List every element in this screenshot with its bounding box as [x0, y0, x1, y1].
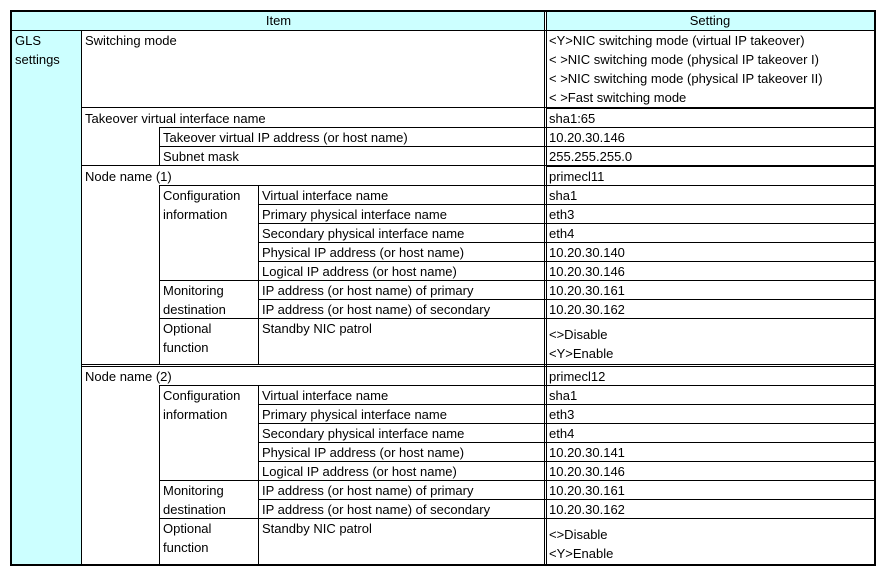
physical-ip-label: Physical IP address (or host name)	[262, 445, 465, 460]
secondary-interface-label: Secondary physical interface name	[262, 226, 465, 241]
virtual-interface-name-label: Virtual interface name	[262, 188, 389, 203]
physical-ip-value: 10.20.30.140	[549, 245, 625, 260]
optional-function-label: Optional function	[163, 321, 212, 355]
gls-settings-sheet	[10, 10, 876, 566]
primary-interface-label: Primary physical interface name	[262, 407, 447, 422]
grid-line	[82, 366, 874, 367]
grid-line	[544, 12, 545, 564]
grid-line	[259, 442, 874, 443]
configuration-information-label: Configuration information	[163, 388, 241, 422]
monitor-primary-label: IP address (or host name) of primary	[262, 283, 474, 298]
grid-line	[259, 461, 874, 462]
secondary-interface-value: eth4	[549, 226, 575, 241]
grid-line	[159, 185, 160, 364]
physical-ip-label: Physical IP address (or host name)	[262, 245, 465, 260]
grid-line	[159, 385, 160, 564]
grid-line	[258, 385, 259, 564]
monitor-primary-value: 10.20.30.161	[549, 483, 625, 498]
grid-line	[259, 242, 874, 243]
header-setting: Setting	[546, 12, 874, 30]
switching-option: <Y>NIC switching mode (virtual IP takeover)	[549, 33, 805, 48]
grid-line	[160, 185, 874, 186]
header-item: Item	[12, 12, 545, 30]
virtual-interface-name-value: sha1	[549, 188, 578, 203]
grid-line	[160, 146, 874, 147]
monitor-secondary-value: 10.20.30.162	[549, 502, 625, 517]
logical-ip-value: 10.20.30.146	[549, 264, 625, 279]
switching-option: < >NIC switching mode (physical IP takeover II)	[549, 71, 823, 86]
monitoring-destination-label: Monitoring destination	[163, 483, 226, 517]
takeover-interface-label: Takeover virtual interface name	[85, 111, 266, 126]
primary-interface-value: eth3	[549, 407, 575, 422]
grid-line	[546, 12, 547, 564]
grid-line	[259, 499, 874, 500]
grid-line	[546, 108, 874, 109]
logical-ip-label: Logical IP address (or host name)	[262, 264, 457, 279]
standby-nic-patrol-options: <>Disable <Y>Enable	[549, 327, 614, 361]
monitor-secondary-label: IP address (or host name) of secondary	[262, 502, 491, 517]
takeover-ip-label: Takeover virtual IP address (or host name)	[163, 130, 408, 145]
node-name-label: Node name (2)	[85, 369, 172, 384]
monitor-primary-label: IP address (or host name) of primary	[262, 483, 474, 498]
node-name-label: Node name (1)	[85, 169, 172, 184]
grid-line	[259, 223, 874, 224]
grid-line	[259, 404, 874, 405]
monitor-secondary-value: 10.20.30.162	[549, 302, 625, 317]
virtual-interface-name-label: Virtual interface name	[262, 388, 389, 403]
switching-option: < >NIC switching mode (physical IP takeover I)	[549, 52, 819, 67]
grid-line	[159, 127, 160, 166]
optional-function-label: Optional function	[163, 521, 212, 555]
grid-line	[259, 299, 874, 300]
switching-option: < >Fast switching mode	[549, 90, 687, 105]
configuration-information-label: Configuration information	[163, 188, 241, 222]
subnet-mask-value: 255.255.255.0	[549, 149, 633, 164]
takeover-ip-value: 10.20.30.146	[549, 130, 625, 145]
primary-interface-value: eth3	[549, 207, 575, 222]
virtual-interface-name-value: sha1	[549, 388, 578, 403]
grid-line	[81, 31, 82, 564]
grid-line	[160, 318, 874, 319]
grid-line	[160, 127, 874, 128]
logical-ip-value: 10.20.30.146	[549, 464, 625, 479]
secondary-interface-label: Secondary physical interface name	[262, 426, 465, 441]
grid-line	[82, 364, 874, 365]
gls-settings-label: GLS settings	[12, 31, 81, 564]
subnet-mask-label: Subnet mask	[163, 149, 239, 164]
grid-line	[259, 423, 874, 424]
node-name-value: primecl12	[549, 369, 606, 384]
takeover-interface-value: sha1:65	[549, 111, 596, 126]
switching-mode-label: Switching mode	[85, 33, 177, 48]
logical-ip-label: Logical IP address (or host name)	[262, 464, 457, 479]
monitoring-destination-label: Monitoring destination	[163, 283, 226, 317]
node-name-value: primecl11	[549, 169, 605, 184]
grid-line	[258, 185, 259, 364]
monitor-primary-value: 10.20.30.161	[549, 283, 625, 298]
grid-line	[12, 30, 874, 31]
grid-line	[546, 166, 874, 167]
standby-nic-patrol-label: Standby NIC patrol	[262, 321, 372, 336]
physical-ip-value: 10.20.30.141	[549, 445, 625, 460]
primary-interface-label: Primary physical interface name	[262, 207, 447, 222]
monitor-secondary-label: IP address (or host name) of secondary	[262, 302, 491, 317]
grid-line	[160, 518, 874, 519]
standby-nic-patrol-label: Standby NIC patrol	[262, 521, 372, 536]
grid-line	[160, 480, 874, 481]
grid-line	[259, 261, 874, 262]
secondary-interface-value: eth4	[549, 426, 575, 441]
grid-line	[160, 280, 874, 281]
standby-nic-patrol-options: <>Disable <Y>Enable	[549, 527, 614, 561]
switching-mode-options	[546, 31, 874, 107]
grid-line	[259, 204, 874, 205]
grid-line	[160, 385, 874, 386]
